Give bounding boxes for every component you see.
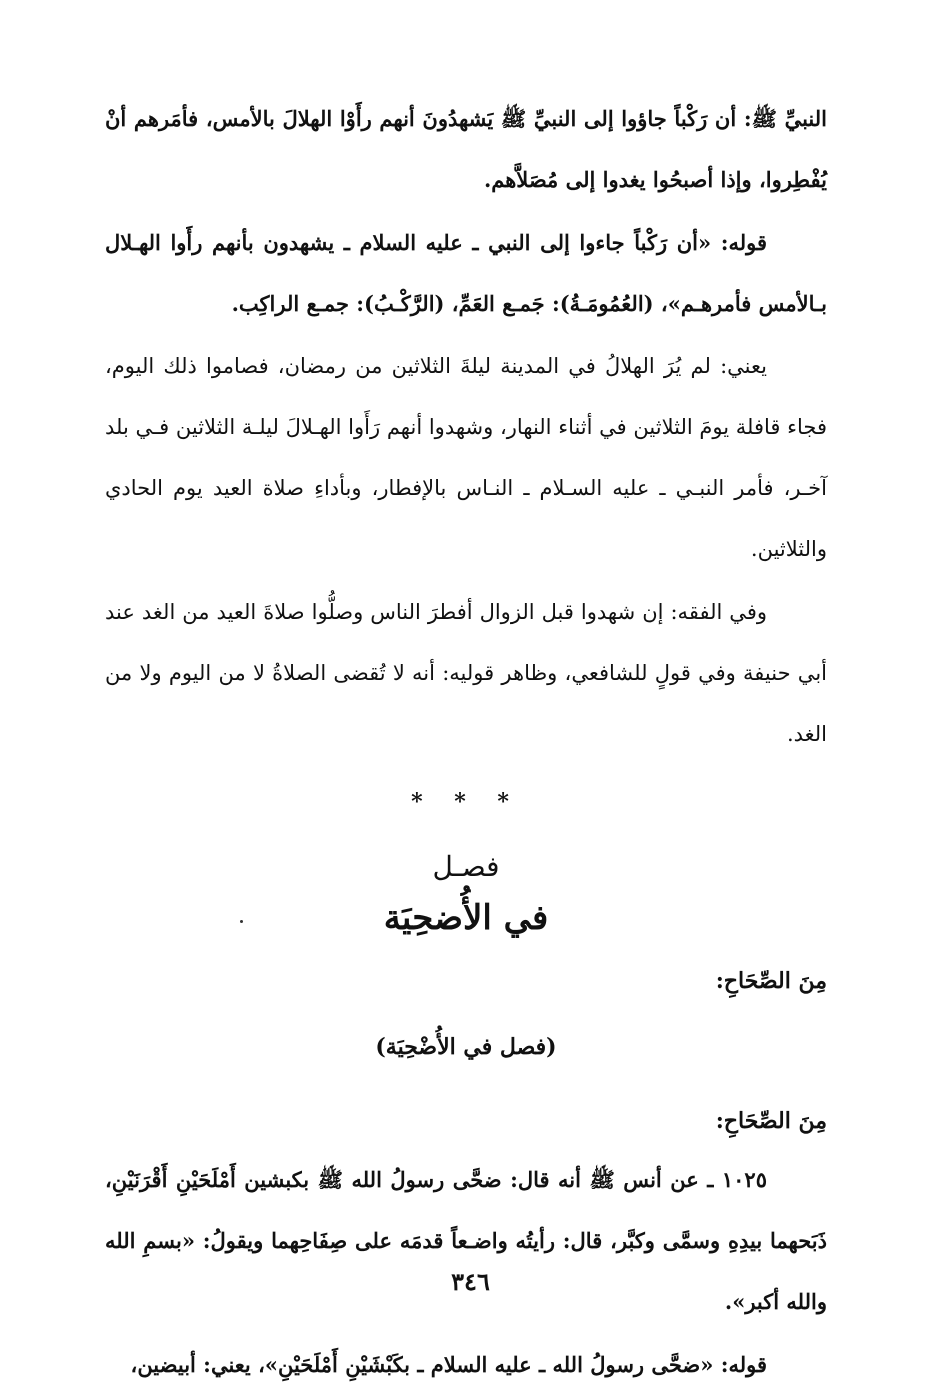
section-divider: * * * <box>411 789 521 815</box>
chapter-label: فصـل <box>432 850 500 883</box>
section-heading-sihah-2: مِنَ الصِّحَاحِ: <box>715 1108 827 1134</box>
section-subtitle: (فصل في الأُضْحِيَة) <box>375 1034 557 1060</box>
paragraph-hadith-1025: ١٠٢٥ ـ عن أنس ﷺ أنه قال: ضحَّى رسولُ الله ﷺ بكبشين أَمْلَحَيْنِ أَقْرَنَيْنِ، ذَبَحهما بيدِهِ وسمَّى وكبَّر، قال: رأيتُه واضـعاً قدمَه على صِفَاحِهما ويقولُ: «بسمِ الله والله أكبر». <box>105 1167 827 1314</box>
section-heading-sihah-1: مِنَ الصِّحَاحِ: <box>715 968 827 994</box>
page-body <box>105 88 827 1397</box>
paragraph-explanation: يعني: لم يُرَ الهلالُ في المدينة ليلةَ الثلاثين من رمضان، فصاموا ذلك اليوم، فجاء قافلة يومَ الثلاثين في أثناء النهار، وشهدوا أنهم رَأَوا الهـلالَ ليلـة الثلاثين فـي بلد آخـر، فأمر النبـي ـ عليه السـلام ـ النـاس بالإفطار، وبأداءِ صلاة العيد يوم الحادي والثلاثين. <box>105 354 827 561</box>
paragraph-fiqh: وفي الفقه: إن شهدوا قبل الزوال أفطرَ الناس وصلُّوا صلاةَ العيد من الغد عند أبي حنيفة وفي قولٍ للشافعي، وظاهر قوليه: أنه لا تُقضى الصلاةُ لا من اليوم ولا من الغد. <box>105 600 827 746</box>
paragraph-commentary-2: قوله: «ضحَّى رسولُ الله ـ عليه السلام ـ بكَبْشَيْنِ أَمْلَحَيْنِ»، يعني: أبيضين، <box>130 1352 767 1377</box>
stray-dot <box>240 920 243 923</box>
paragraph-hadith-continuation: النبيِّ ﷺ: أن رَكْباً جاؤوا إلى النبيِّ ﷺ يَشهدُونَ أنهم رأَوْا الهلالَ بالأمس، فأمَرهم أنْ يُفْطِروا، وإذا أصبحُوا يغدوا إلى مُصَلاَّهم. <box>105 106 827 192</box>
page-number: ٣٤٦ <box>451 1267 490 1296</box>
chapter-title: في الأُضحِيَة <box>383 898 549 938</box>
paragraph-commentary-1: قوله: «أن رَكْباً جاءوا إلى النبي ـ عليه السلام ـ يشهدون بأنهم رأَوا الهـلال بـالأمس فأمرهـم»، (العُمُومَـةُ): جَمـع العَمِّ، (الرَّكْـبُ): جمـع الراكِب. <box>105 230 827 316</box>
